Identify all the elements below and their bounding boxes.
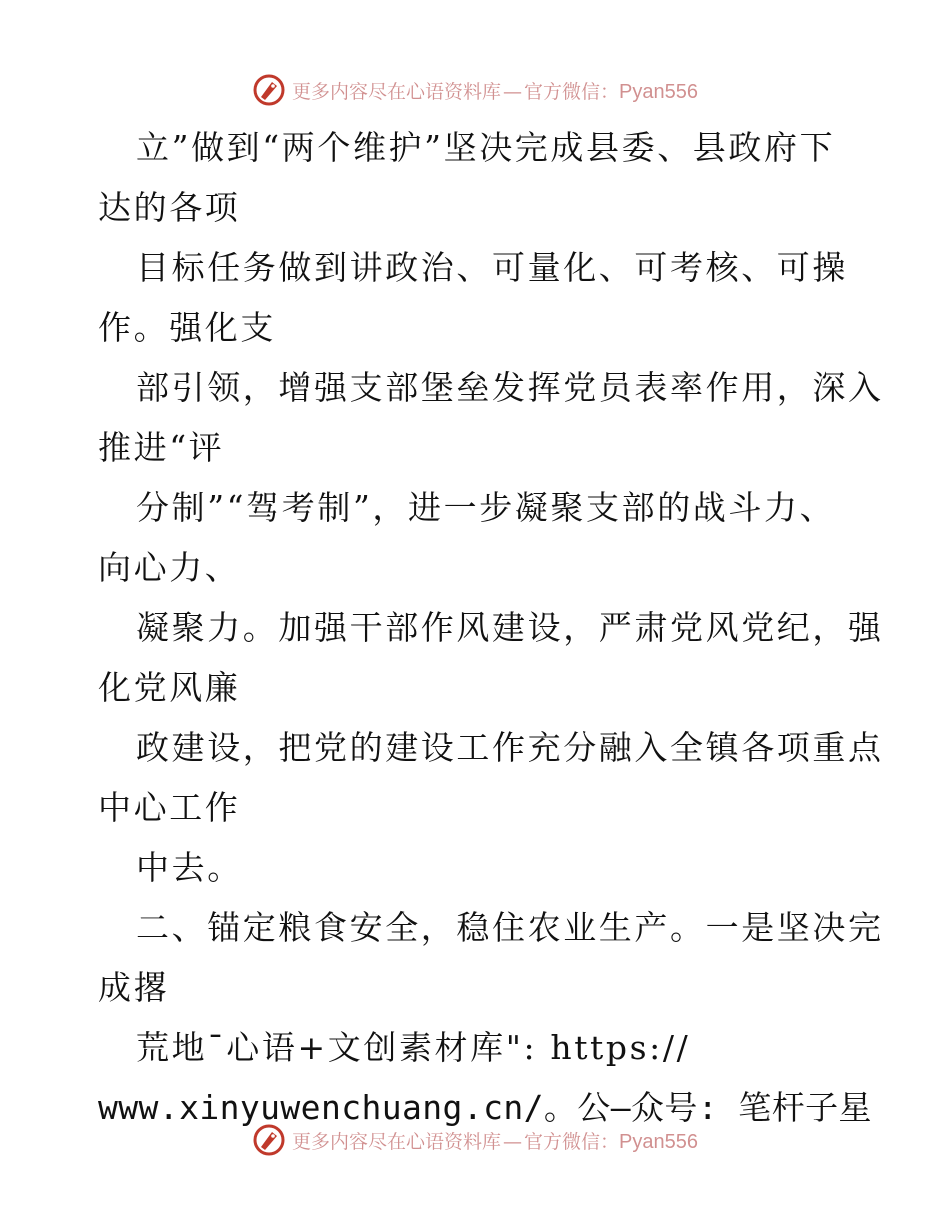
body-line: 政建设，把党的建设工作充分融入全镇各项重点 xyxy=(136,728,884,767)
body-line: 中心工作 xyxy=(98,788,241,827)
header-banner-brand: Pyan556 xyxy=(619,80,698,103)
body-line-url: www.xinyuwenchuang.cn/。公—众号: 笔杆子星 xyxy=(98,1088,872,1127)
pen-nib-circle-icon xyxy=(252,1123,286,1157)
footer-banner xyxy=(0,1120,950,1160)
pen-nib-circle-icon xyxy=(252,73,286,107)
body-line: 中去。 xyxy=(136,848,243,887)
body-line: 凝聚力。加强干部作风建设，严肃党风党纪，强 xyxy=(136,608,884,647)
header-banner xyxy=(0,70,950,110)
body-line: 推进“评 xyxy=(98,428,225,467)
footer-banner-mid: 官方微信： xyxy=(524,1130,620,1153)
body-line: 达的各项 xyxy=(98,188,241,227)
body-line: 荒地¯心语+文创素材库": https:// xyxy=(136,1028,691,1067)
body-line: 立”做到“两个维护”坚决完成县委、县政府下 xyxy=(136,128,836,167)
body-line: 作。强化支 xyxy=(98,308,276,347)
body-line: 分制”“驾考制”，进一步凝聚支部的战斗力、 xyxy=(136,488,836,527)
body-line: 部引领，增强支部堡垒发挥党员表率作用，深入 xyxy=(136,368,884,407)
header-banner-prefix: 更多内容尽在心语资料库 xyxy=(292,80,502,103)
body-line: 二、锚定粮食安全，稳住农业生产。一是坚决完 xyxy=(136,908,884,947)
document-body xyxy=(98,118,884,1138)
footer-banner-brand: Pyan556 xyxy=(619,1130,698,1153)
header-banner-text xyxy=(292,77,698,104)
footer-banner-text xyxy=(292,1127,698,1154)
header-banner-sep: — xyxy=(503,80,523,103)
body-line: 成撂 xyxy=(98,968,170,1007)
body-line: 目标任务做到讲政治、可量化、可考核、可操 xyxy=(136,248,848,287)
body-line: 化党风廉 xyxy=(98,668,241,707)
header-banner-mid: 官方微信： xyxy=(524,80,620,103)
footer-banner-sep: — xyxy=(503,1130,523,1153)
body-line: 向心力、 xyxy=(98,548,241,587)
footer-banner-prefix: 更多内容尽在心语资料库 xyxy=(292,1130,502,1153)
